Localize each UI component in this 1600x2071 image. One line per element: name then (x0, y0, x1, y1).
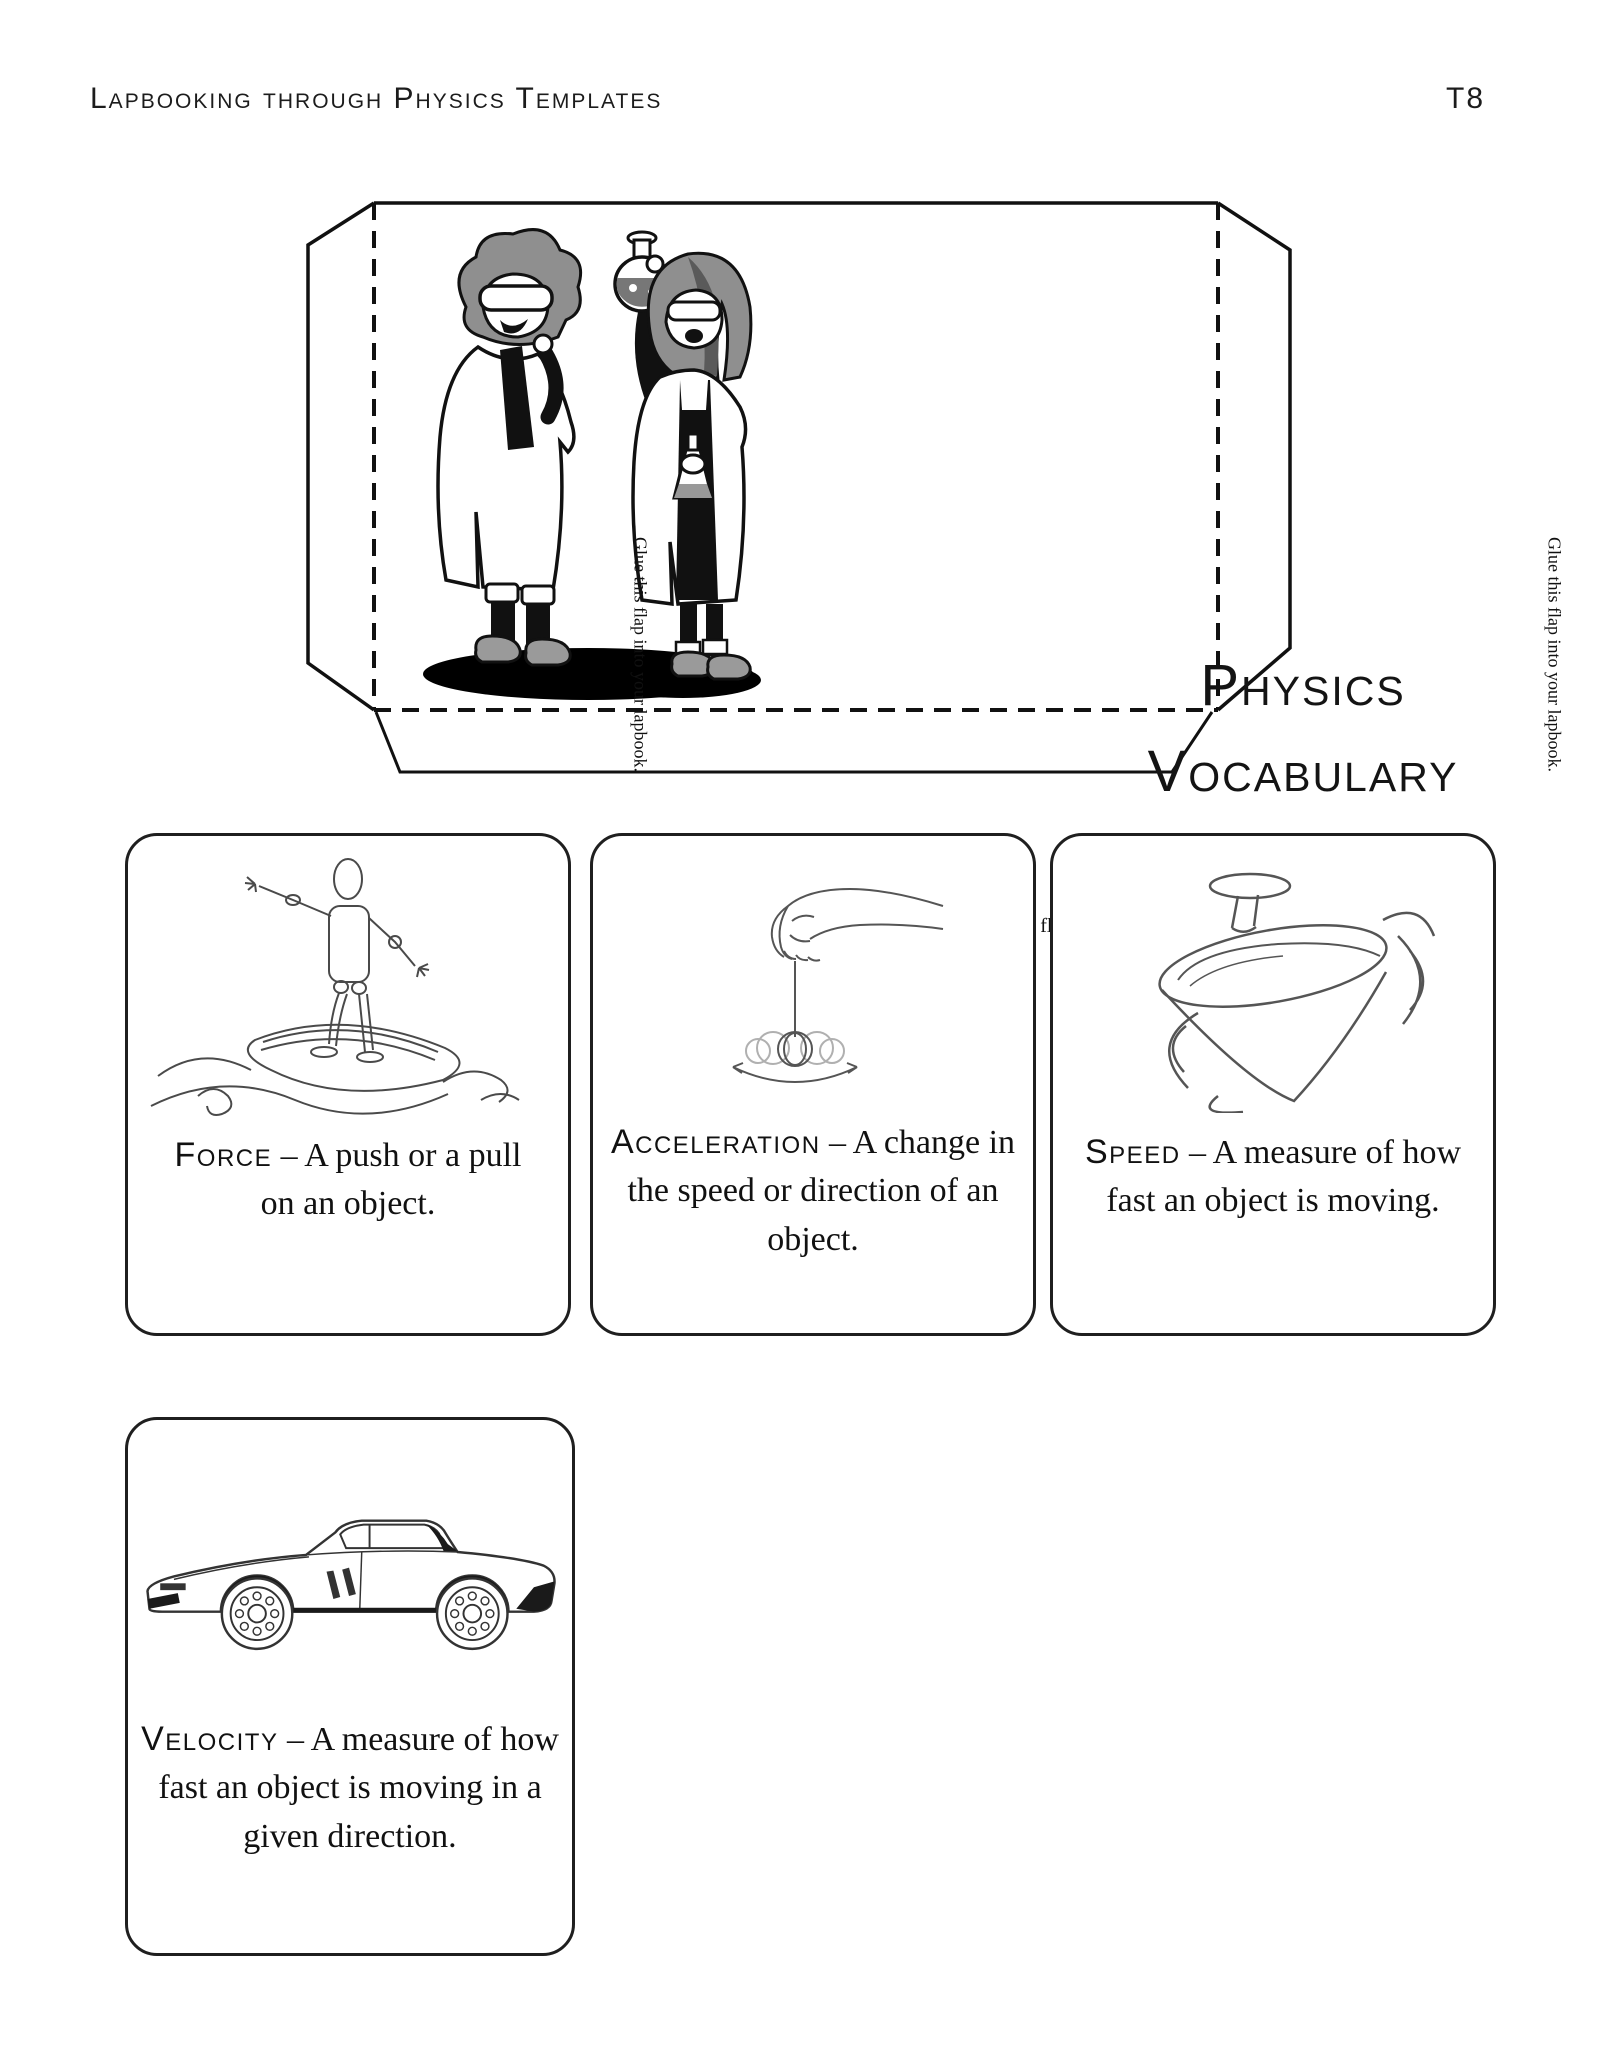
card-speed-text (1053, 1128, 1493, 1226)
card-velocity-text (128, 1715, 572, 1861)
envelope-title-line2: Vocabulary (1147, 739, 1459, 804)
card-velocity-definition: – A measure of how fast an object is moving in a given direction. (158, 1721, 559, 1855)
card-acceleration-text (593, 1118, 1033, 1264)
vocab-card-velocity (125, 1417, 575, 1956)
envelope-title-line1: Physics (1200, 653, 1406, 718)
vocab-card-force (125, 833, 571, 1336)
kid-scientists-icon (388, 212, 798, 707)
card-acceleration-term: Acceleration (610, 1123, 821, 1161)
left-flap-label: Glue this flap into your lapbook. (630, 536, 651, 772)
vocab-card-acceleration (590, 833, 1036, 1336)
surfer-mannequin-icon (143, 844, 553, 1124)
page-number: T8 (1446, 82, 1486, 115)
pendulum-hand-icon (688, 851, 948, 1091)
scientists-illustration (388, 212, 798, 707)
card-force-term: Force (174, 1136, 273, 1174)
spinning-top-icon (1098, 848, 1438, 1113)
card-speed-term: Speed (1085, 1133, 1181, 1171)
vocabulary-pocket-template (300, 195, 1565, 804)
card-force-definition: – A push or a pull on an object. (260, 1137, 522, 1223)
card-speed-definition: – A measure of how fast an object is moving. (1106, 1134, 1461, 1220)
card-velocity-term: Velocity (141, 1720, 279, 1758)
vocab-card-speed (1050, 833, 1496, 1336)
right-flap-label: Glue this flap into your lapbook. (1544, 536, 1565, 772)
page-title: Lapbooking through Physics Templates (90, 82, 663, 115)
card-force-text (128, 1131, 568, 1229)
card-acceleration-definition: – A change in the speed or direction of an object. (627, 1124, 1016, 1258)
envelope-title (1072, 643, 1534, 815)
sports-car-icon (132, 1462, 568, 1687)
